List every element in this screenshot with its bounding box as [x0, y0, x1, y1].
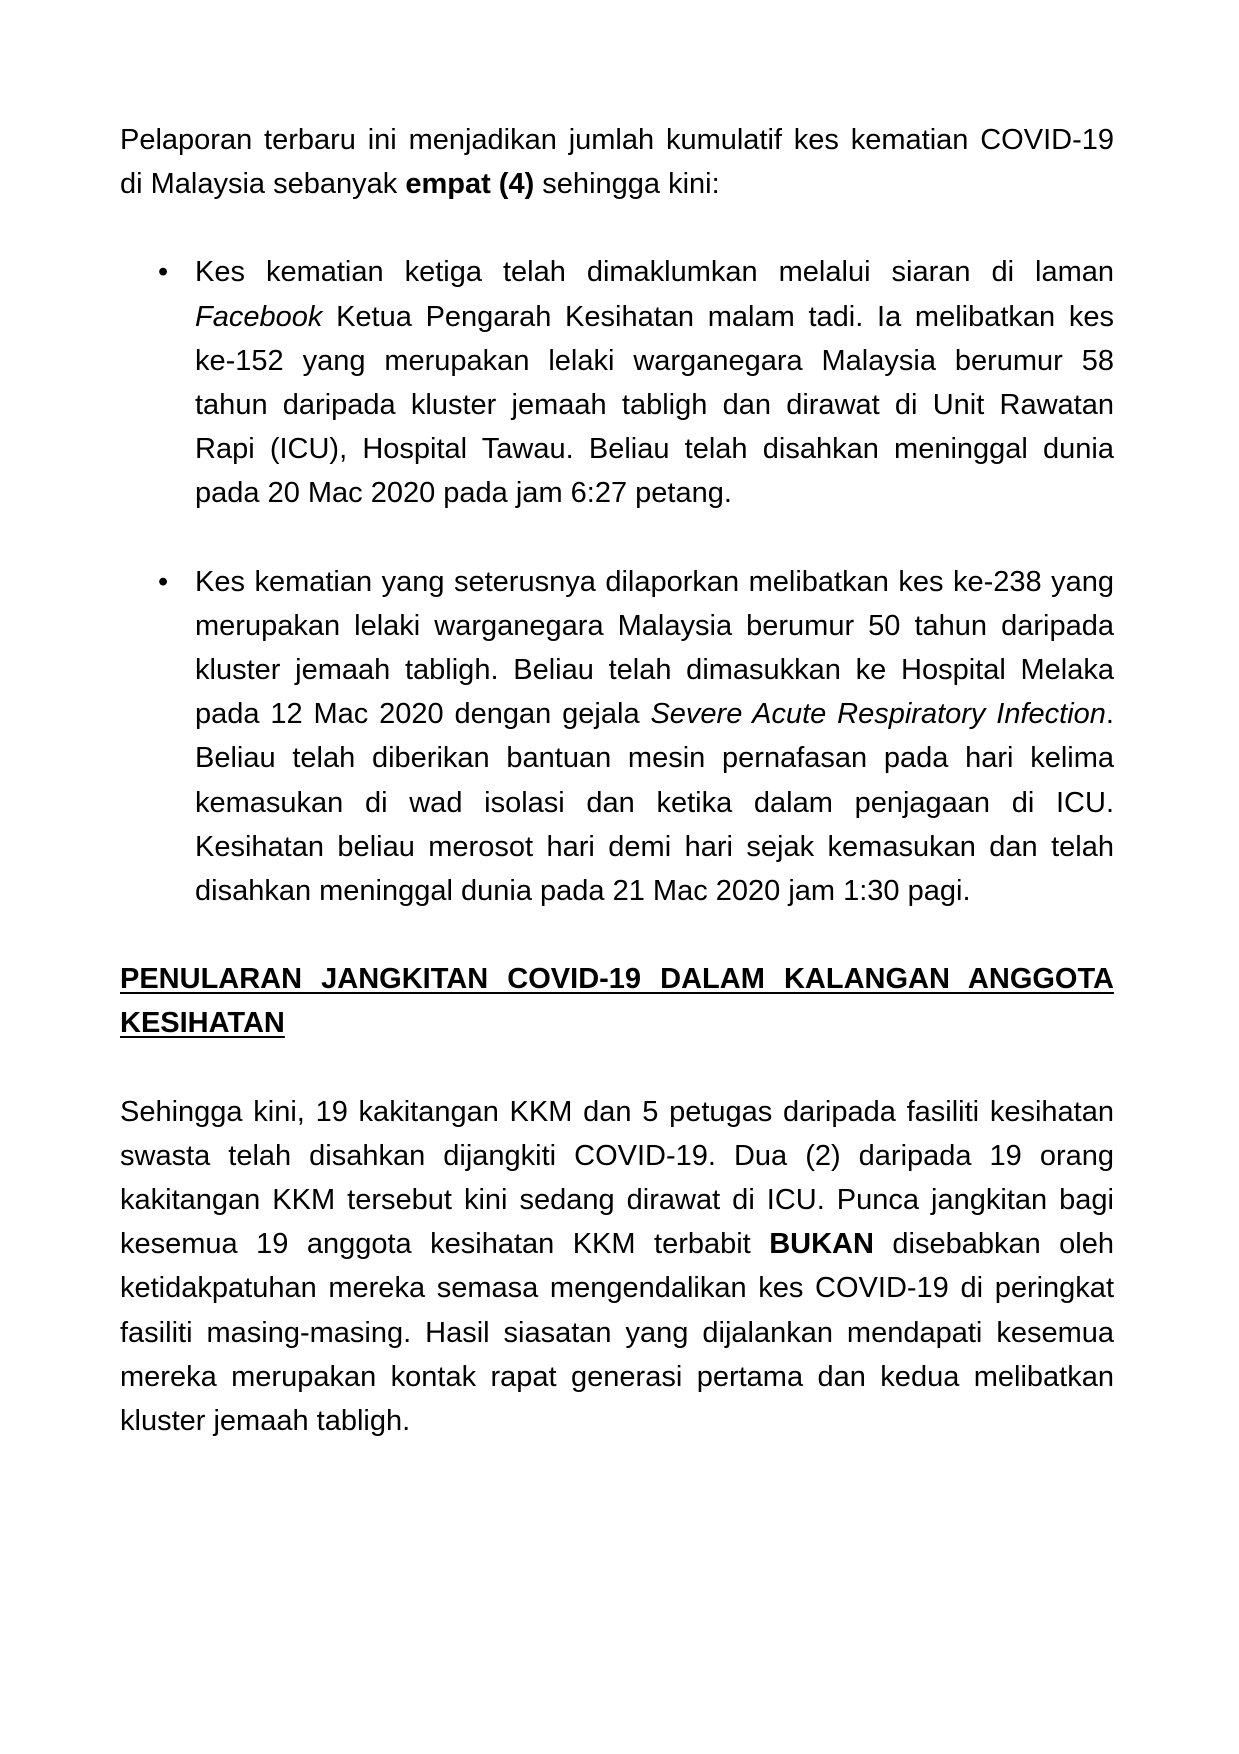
document-page	[120, 118, 1114, 1443]
intro-text-before: Pelaporan terbaru ini menjadikan jumlah kumulatif kes kematian COVID-19 di Malaysia sebanyak	[120, 124, 1114, 201]
intro-paragraph	[120, 118, 1114, 206]
section-text-before: Sehingga kini, 19 kakitangan KKM dan 5 petugas daripada fasiliti kesihatan swasta telah disahkan dijangkiti COVID-19. Dua (2) daripada 19 orang kakitangan KKM tersebut kini sedang dirawat di ICU. Punca jangkitan bagi kesemua 19 anggota kesihatan KKM terbabit	[120, 1095, 1114, 1261]
section-paragraph	[120, 1090, 1114, 1444]
list-item-text	[195, 560, 1114, 914]
list-item-italic: Facebook	[195, 300, 323, 333]
list-item-text	[195, 250, 1114, 515]
intro-bold-count: empat (4)	[405, 168, 535, 201]
list-item-text-part1: Kes kematian ketiga telah dimaklumkan melalui siaran di laman	[195, 256, 1114, 289]
list-item-third-death	[120, 250, 1114, 515]
section-bold-bukan: BUKAN	[769, 1228, 874, 1261]
list-item-text-part2: Ketua Pengarah Kesihatan malam tadi. Ia melibatkan kes ke-152 yang merupakan lelaki warganegara Malaysia berumur 58 tahun daripada kluster jemaah tabligh dan dirawat di Unit Rawatan Rapi (ICU), Hospital Tawau. Beliau telah disahkan meninggal dunia pada 20 Mac 2020 pada jam 6:27 petang.	[195, 300, 1114, 510]
intro-text-after: sehingga kini:	[534, 168, 720, 201]
death-cases-list	[120, 250, 1114, 913]
list-item-fourth-death	[120, 560, 1114, 914]
section-text-after: disebabkan oleh ketidakpatuhan mereka semasa mengendalikan kes COVID-19 di peringkat fasiliti masing-masing. Hasil siasatan yang dijalankan mendapati kesemua mereka merupakan kontak rapat generasi pertama dan kedua melibatkan kluster jemaah tabligh.	[120, 1228, 1114, 1438]
bullet-icon: •	[158, 565, 169, 598]
list-item-text-part1: Kes kematian yang seterusnya dilaporkan melibatkan kes ke-238 yang merupakan lelaki warganegara Malaysia berumur 50 tahun daripada kluster jemaah tabligh. Beliau telah dimasukkan ke Hospital Melaka pada 12 Mac 2020 dengan gejala	[195, 565, 1114, 731]
list-item-text-part2: . Beliau telah diberikan bantuan mesin pernafasan pada hari kelima kemasukan di wad isolasi dan ketika dalam penjagaan di ICU. Kesihatan beliau merosot hari demi hari sejak kemasukan dan telah disahkan meninggal dunia pada 21 Mac 2020 jam 1:30 pagi.	[195, 698, 1114, 908]
bullet-icon: •	[158, 256, 169, 289]
section-heading: PENULARAN JANGKITAN COVID-19 DALAM KALANGAN ANGGOTA KESIHATAN	[120, 963, 1114, 1040]
list-item-italic: Severe Acute Respiratory Infection	[650, 698, 1106, 731]
